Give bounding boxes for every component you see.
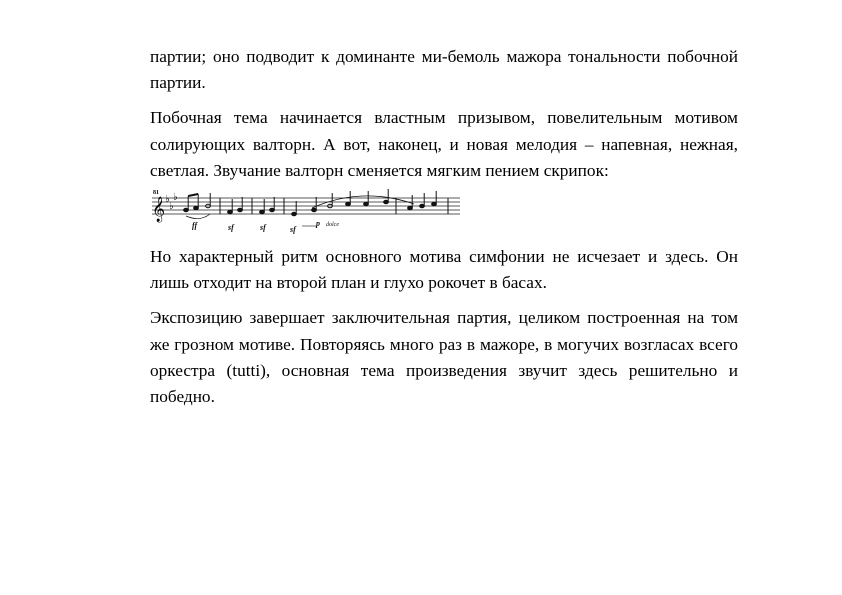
- rehearsal-number: 81: [153, 190, 159, 197]
- music-notation-excerpt: [152, 188, 462, 234]
- dynamic-mark: sf: [260, 223, 266, 233]
- treble-clef-icon: 𝄞: [152, 197, 166, 223]
- svg-text:♭: ♭: [165, 194, 170, 206]
- svg-text:♭: ♭: [173, 192, 178, 204]
- paragraph-3: Но характерный ритм основного мотива симфонии не исчезает и здесь. Он лишь отходит на второй план и глухо рокочет в басах.: [150, 247, 738, 293]
- dynamic-mark: dolce: [326, 222, 339, 229]
- dynamic-mark: sf: [290, 225, 296, 235]
- dynamic-mark: sf: [228, 223, 234, 233]
- paragraph-1: партии; оно подводит к доминанте ми-бемоль мажора тональности побочной партии.: [150, 47, 738, 93]
- svg-text:♭: ♭: [169, 201, 174, 213]
- document-body: [150, 44, 738, 410]
- paragraph-4: Экспозицию завершает заключительная партия, целиком построенная на том же грозном мотиве. Повторяясь много раз в мажоре, в могучих возгласах всего оркестра (tutti), основная тема произведения звучит здесь решительно и победно.: [150, 308, 738, 407]
- dynamic-mark: p: [316, 219, 320, 229]
- key-signature-icon: [165, 192, 178, 212]
- paragraph-2: Побочная тема начинается властным призывом, повелительным мотивом солирующих валторн. А вот, наконец, и новая мелодия – напевная, нежная, светлая. Звучание валторн сменяется мягким пением скрипок:: [150, 108, 738, 180]
- dynamic-mark: ff: [192, 221, 198, 231]
